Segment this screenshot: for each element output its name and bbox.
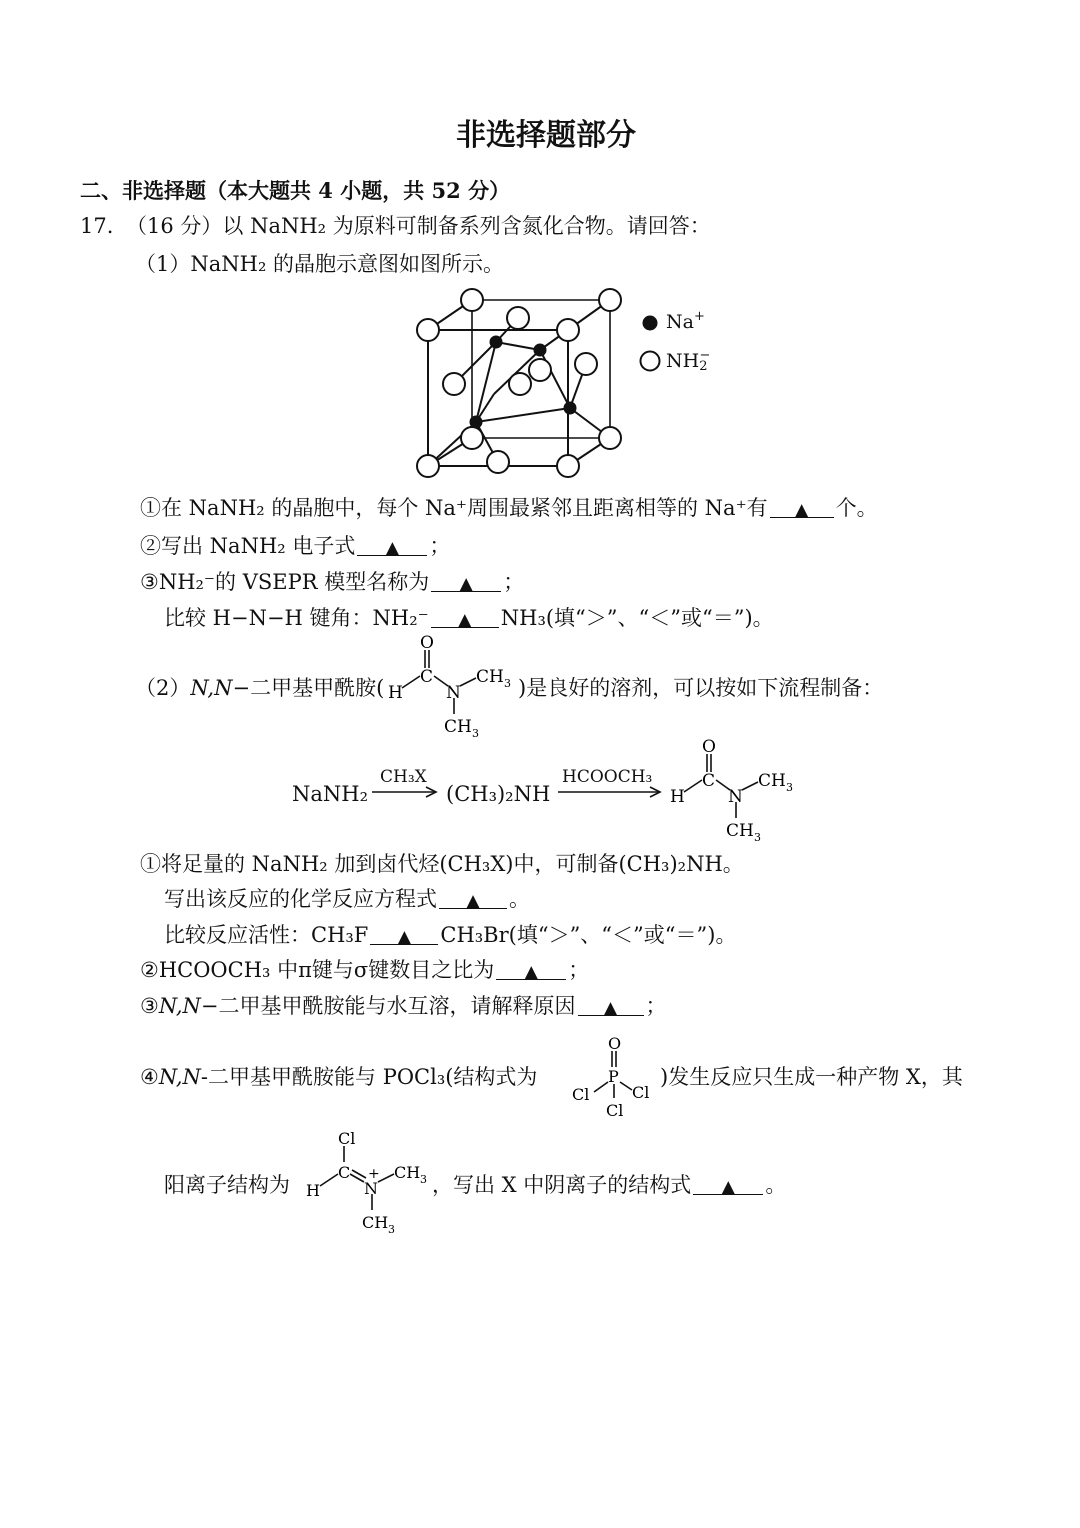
legend-nh2-circle [639,350,661,372]
pocl3-cl-right: Cl [632,1083,650,1102]
product-h: H [670,787,685,807]
question-number: 17. [80,214,114,238]
product-o: O [702,738,716,757]
part-2-text-b: )是良好的溶剂，可以按如下流程制备： [518,676,884,700]
flow-reagent-1: CH₃X [380,767,427,787]
dmf-sub3-b: 3 [472,727,479,738]
cation-h: H [306,1181,320,1200]
pocl3-p: P [608,1067,619,1086]
flow-arrow-1 [370,785,440,799]
flow-start: NaNH₂ [292,782,369,806]
nanh2-unit-cell-diagram [410,286,630,478]
cation-ch3-b: CH [362,1213,389,1232]
q2-2: ②HCOOCH₃ 中π键与σ键数目之比为 ▲ ； [140,958,590,982]
dmf-c: C [420,667,434,687]
flow-arrow-2 [556,785,664,799]
answer-blank-6[interactable]: ▲ [370,922,438,945]
flow-reagent-2: HCOOCH₃ [562,767,653,787]
dmf-ch3-b: CH [444,717,472,737]
legend-na-label: Na+ [666,309,705,333]
cation-structure [300,1128,434,1236]
cation-sub3-a: 3 [420,1173,427,1186]
answer-blank-1[interactable]: ▲ [770,495,834,518]
dmf-n: N [446,683,461,703]
product-ch3-a: CH [758,771,786,791]
cation-c: C [338,1163,351,1182]
answer-blank-5[interactable]: ▲ [439,886,507,909]
page-title: 非选择题部分 [456,118,636,153]
q2-4-b: )发生反应只生成一种产物 X，其 [660,1065,963,1089]
q2-1-equation: 写出该反应的化学反应方程式 ▲ 。 [164,887,530,911]
dmf-inline-structure [384,634,518,738]
pocl3-structure [568,1034,660,1120]
part-2-text-a: （2）N,N−二甲基甲酰胺( [135,676,385,700]
answer-blank-2[interactable]: ▲ [357,533,427,556]
q2-1-activity: 比较反应活性：CH₃F ▲ CH₃Br(填“＞”、“＜”或“＝”)。 [164,923,737,947]
legend-na-dot [641,314,659,332]
q1-2: ②写出 NaNH₂ 电子式 ▲ ； [140,534,451,558]
q1-3: ③NH₂⁻的 VSEPR 模型名称为 ▲ ； [140,570,525,594]
cation-plus: + [368,1166,380,1182]
product-n: N [728,787,743,807]
product-c: C [702,771,716,791]
answer-blank-3[interactable]: ▲ [431,569,501,592]
product-sub3-a: 3 [786,781,793,794]
cation-n: N [364,1179,378,1198]
q2-5-a: 阳离子结构为 [164,1173,290,1197]
dmf-o: O [420,634,434,653]
legend-nh2-label: $NH_2^-$ [666,348,711,374]
q2-5-b: ，写出 X 中阴离子的结构式 ▲ 。 [432,1173,787,1197]
q1-1: ①在 NaNH₂ 的晶胞中，每个 Na⁺周围最紧邻且距离相等的 Na⁺有 ▲ 个。 [140,496,878,520]
pocl3-o: O [608,1034,622,1053]
pocl3-cl-bottom: Cl [606,1101,624,1120]
dmf-sub3-a: 3 [504,677,511,690]
answer-blank-4[interactable]: ▲ [431,605,499,628]
part-1-text: （1）NaNH₂ 的晶胞示意图如图所示。 [135,252,505,276]
dmf-ch3-a: CH [476,667,504,687]
dmf-product-structure [666,738,800,842]
answer-blank-7[interactable]: ▲ [496,957,566,980]
flow-mid: (CH₃)₂NH [446,782,551,806]
product-ch3-b: CH [726,821,754,841]
answer-blank-8[interactable]: ▲ [578,993,644,1016]
dmf-h: H [388,683,403,703]
question-intro: （16 分）以 NaNH₂ 为原料可制备系列含氮化合物。请回答： [126,214,711,238]
pocl3-cl-left: Cl [572,1085,590,1104]
section-heading: 二、非选择题（本大题共 4 小题，共 52 分） [80,178,511,203]
answer-blank-9[interactable]: ▲ [693,1172,763,1195]
q1-4: 比较 H−N−H 键角：NH₂⁻ ▲ NH₃(填“＞”、“＜”或“＝”)。 [164,606,774,630]
q2-1: ①将足量的 NaNH₂ 加到卤代烃(CH₃X)中，可制备(CH₃)₂NH。 [140,852,744,876]
q2-4-a: ④N,N-二甲基甲酰胺能与 POCl₃(结构式为 [140,1065,538,1089]
cation-sub3-b: 3 [388,1223,395,1236]
cation-cl: Cl [338,1129,356,1148]
cation-ch3-a: CH [394,1163,421,1182]
product-sub3-b: 3 [754,831,761,842]
q2-3: ③N,N−二甲基甲酰胺能与水互溶，请解释原因 ▲ ； [140,994,667,1018]
